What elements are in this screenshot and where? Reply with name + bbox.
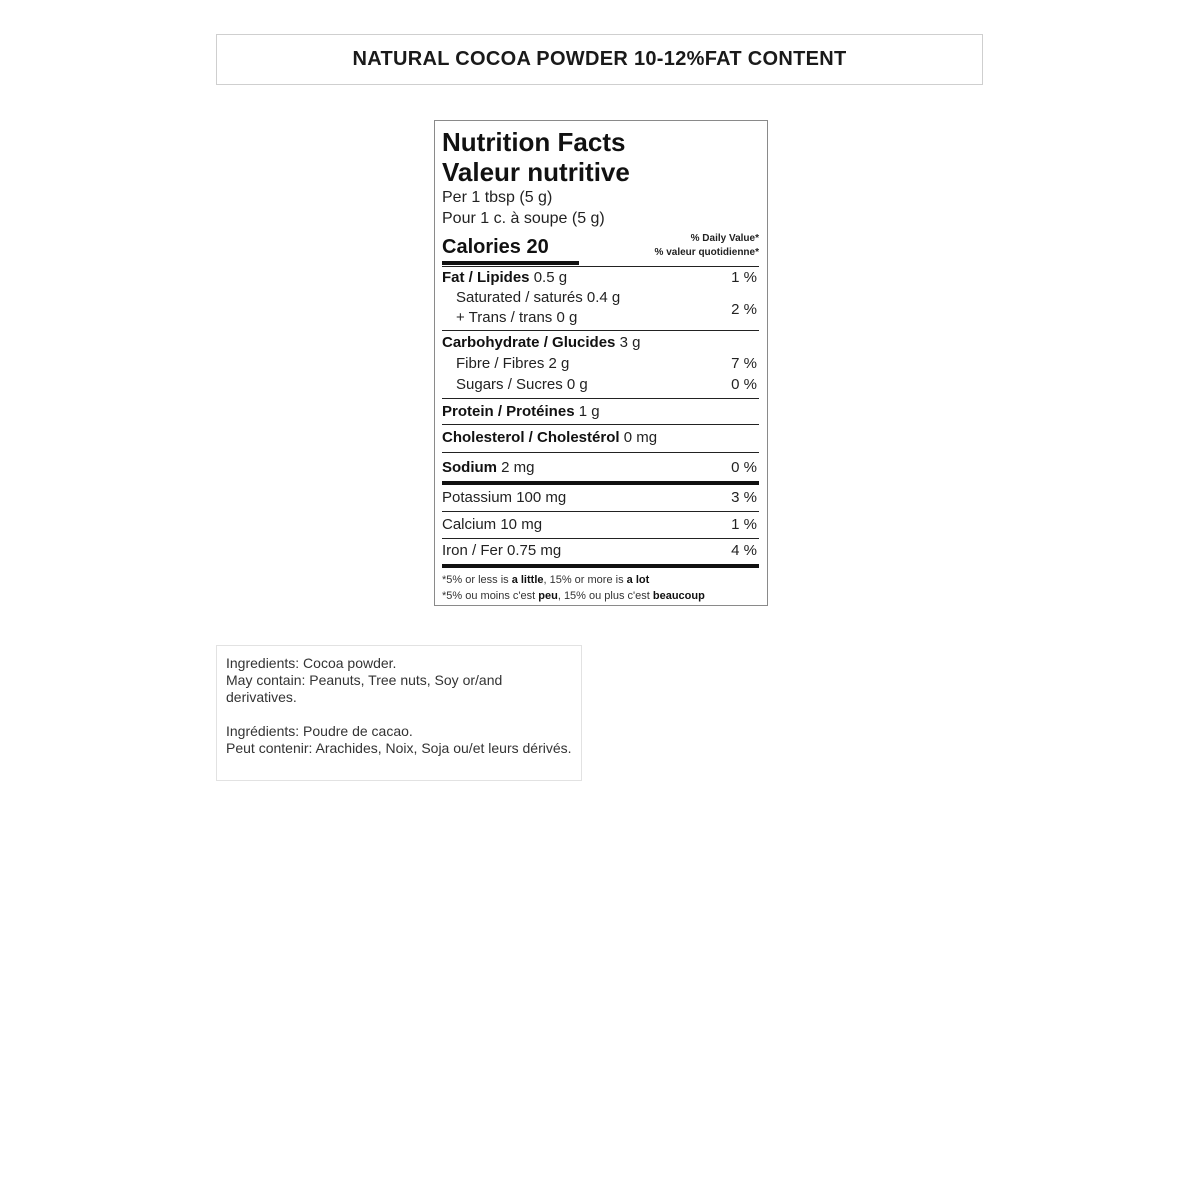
footnote-fr: [442, 588, 759, 604]
product-title: NATURAL COCOA POWDER 10-12%FAT CONTENT: [216, 34, 983, 85]
footnote-fr-bold-beaucoup: beaucoup: [652, 590, 705, 602]
iron-row: [442, 540, 759, 561]
sat-trans-block: [442, 288, 759, 328]
nutrition-facts-panel: [434, 120, 768, 606]
serving-size-fr: Pour 1 c. à soupe (5 g): [442, 210, 605, 227]
cholesterol-row: [442, 427, 759, 448]
sugars-row: [442, 374, 759, 395]
carb-row: [442, 332, 759, 353]
calcium-row: [442, 514, 759, 535]
fibre-pct: 7 %: [731, 355, 757, 372]
cholesterol-amount: 0 mg: [623, 429, 658, 446]
sugars-pct: 0 %: [731, 376, 757, 393]
sat-trans-pct: 2 %: [731, 301, 757, 318]
iron-text: Iron / Fer 0.75 mg: [442, 542, 562, 559]
fat-amount: 0.5 g: [533, 269, 568, 286]
may-contain-en: May contain: Peanuts, Tree nuts, Soy or/and derivatives.: [226, 672, 503, 705]
fat-label: Fat / Lipides: [442, 269, 530, 286]
divider: [442, 452, 759, 453]
footnote-en-bold-lot: a lot: [626, 574, 650, 586]
thick-divider: [442, 564, 759, 568]
divider: [442, 538, 759, 539]
ingredients-fr: Ingrédients: Poudre de cacao.: [226, 723, 413, 739]
ingredients-box: [216, 645, 582, 781]
carb-label: Carbohydrate / Glucides: [442, 334, 616, 351]
calcium-pct: 1 %: [731, 516, 757, 533]
sodium-amount: 2 mg: [501, 459, 535, 476]
daily-value-fr: % valeur quotidienne*: [654, 247, 759, 258]
divider: [442, 398, 759, 399]
divider: [442, 511, 759, 512]
calories: Calories 20: [442, 236, 549, 258]
footnote-en-text: *5% or less is: [442, 574, 512, 586]
iron-pct: 4 %: [731, 542, 757, 559]
serving-size-en: Per 1 tbsp (5 g): [442, 189, 553, 206]
fibre-row: [442, 353, 759, 374]
cholesterol-label: Cholesterol / Cholestérol: [442, 429, 620, 446]
fat-row: [442, 267, 759, 288]
fibre-text: Fibre / Fibres 2 g: [456, 355, 570, 372]
potassium-row: [442, 487, 759, 508]
footnote-fr-bold-peu: peu: [538, 590, 558, 602]
footnote-fr-text: *5% ou moins c'est: [442, 590, 539, 602]
potassium-pct: 3 %: [731, 489, 757, 506]
footnote-en-bold-little: a little: [511, 574, 544, 586]
sugars-text: Sugars / Sucres 0 g: [456, 376, 588, 393]
thick-divider: [442, 481, 759, 485]
sodium-row: [442, 457, 759, 478]
nutrition-heading-fr: Valeur nutritive: [442, 157, 630, 187]
trans-row: + Trans / trans 0 g: [456, 309, 578, 326]
daily-value-en: % Daily Value*: [690, 233, 759, 244]
sodium-pct: 0 %: [731, 459, 757, 476]
calcium-text: Calcium 10 mg: [442, 516, 543, 533]
nutrition-heading-en: Nutrition Facts: [442, 127, 626, 157]
footnote-en: [442, 572, 759, 588]
fat-pct: 1 %: [731, 269, 757, 286]
protein-label: Protein / Protéines: [442, 403, 575, 420]
footnote-fr-text: , 15% ou plus c'est: [557, 590, 653, 602]
may-contain-fr: Peut contenir: Arachides, Noix, Soja ou/et leurs dérivés.: [226, 740, 572, 756]
calories-row: [442, 233, 759, 263]
carb-amount: 3 g: [619, 334, 641, 351]
saturated-row: Saturated / saturés 0.4 g: [456, 289, 621, 306]
footnote-en-text: , 15% or more is: [543, 574, 627, 586]
divider: [442, 424, 759, 425]
divider: [442, 330, 759, 331]
protein-amount: 1 g: [578, 403, 600, 420]
sodium-label: Sodium: [442, 459, 497, 476]
potassium-text: Potassium 100 mg: [442, 489, 567, 506]
daily-value-header: [655, 232, 759, 260]
protein-row: [442, 401, 759, 422]
ingredients-en: Ingredients: Cocoa powder.: [226, 655, 397, 671]
calories-underline: [442, 261, 579, 265]
